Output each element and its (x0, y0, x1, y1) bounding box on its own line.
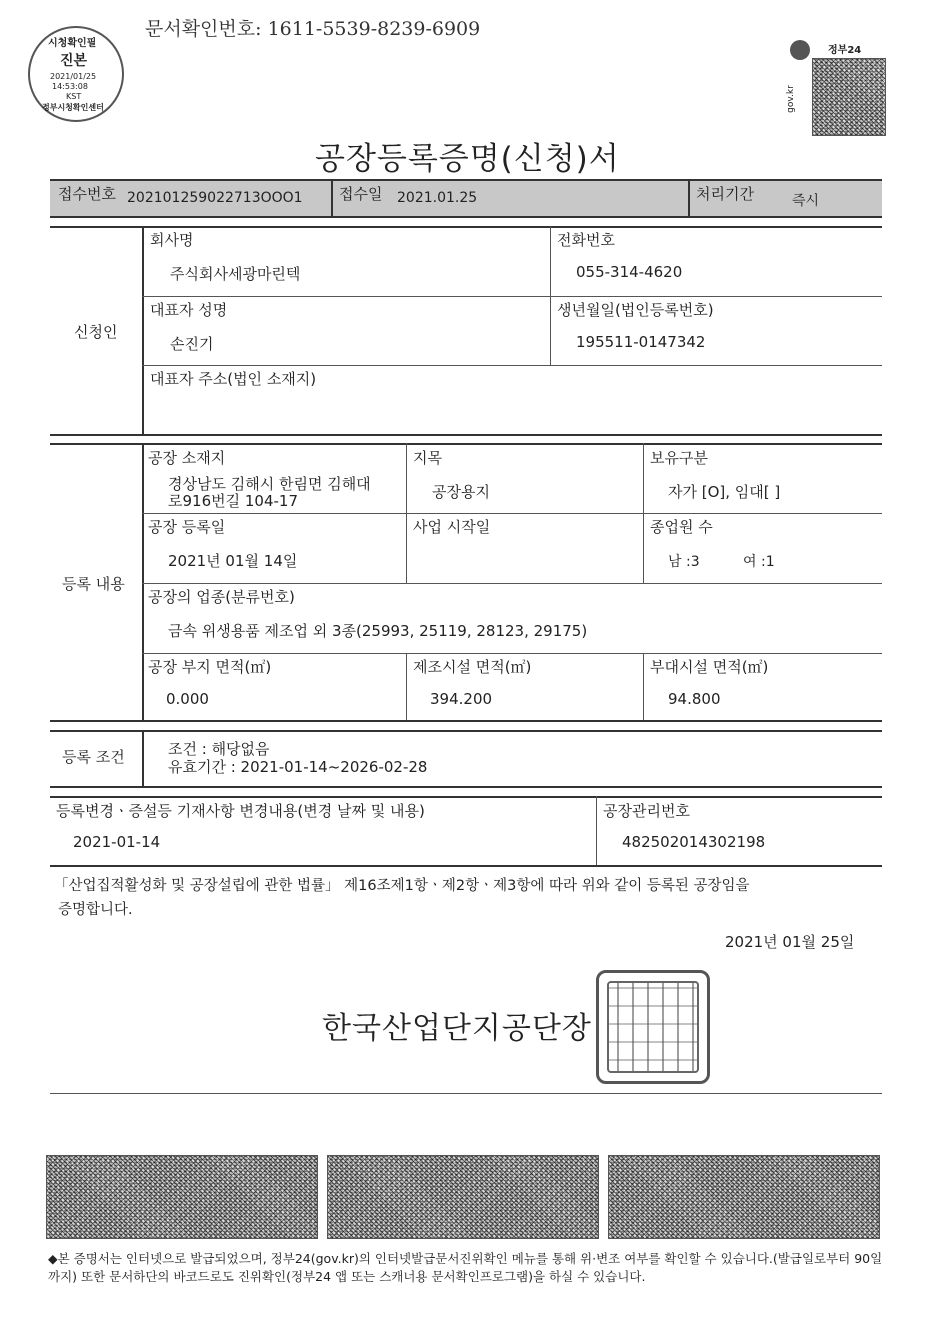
employee-male: 남 :3 (668, 554, 700, 570)
kogl-icon (790, 40, 810, 60)
verification-qr-code[interactable] (812, 58, 886, 136)
registration-section-label: 등록 내용 (62, 575, 125, 593)
processing-period-value: 즉시 (792, 193, 820, 209)
issue-date: 2021년 01월 25일 (725, 933, 855, 951)
factory-management-number-label: 공장관리번호 (603, 802, 690, 820)
company-name-value: 주식회사세광마린텍 (170, 265, 301, 283)
document-barcode-3[interactable] (608, 1155, 880, 1239)
ownership-label: 보유구분 (650, 449, 708, 467)
changes-value: 2021-01-14 (73, 833, 161, 851)
auxiliary-area-label: 부대시설 면적(㎡) (650, 658, 769, 676)
certification-line1: 「산업집적활성화 및 공장설립에 관한 법률」 제16조제1항ㆍ제2항ㆍ제3항에 따라 위와 같이 등록된 공장임을 (54, 878, 750, 894)
factory-location-line2: 로916번길 104-17 (168, 492, 298, 510)
receipt-number-value: 202101259022713OOO1 (127, 190, 303, 206)
certification-line2: 증명합니다. (58, 902, 133, 918)
phone-value: 055-314-4620 (576, 263, 683, 281)
conditions-line2: 유효기간 : 2021-01-14~2026-02-28 (168, 758, 428, 776)
changes-label: 등록변경ㆍ증설등 기재사항 변경내용(변경 날짜 및 내용) (56, 802, 425, 820)
industry-label: 공장의 업종(분류번호) (148, 588, 295, 606)
issuer-name: 한국산업단지공단장 (322, 1011, 592, 1046)
stamp-date: 2021/01/25 (50, 72, 97, 81)
birth-date-value: 195511-0147342 (576, 333, 706, 351)
document-barcode-1[interactable] (46, 1155, 318, 1239)
document-barcode-2[interactable] (327, 1155, 599, 1239)
land-category-value: 공장용지 (432, 483, 490, 501)
registration-date-value: 2021년 01월 14일 (168, 552, 298, 570)
official-seal (596, 970, 710, 1084)
ownership-value: 자가 [O], 임대[ ] (668, 483, 781, 501)
gov-kr-side-label: gov.kr (785, 85, 796, 113)
conditions-line1: 조건 : 해당없음 (168, 740, 270, 758)
birth-date-label: 생년월일(법인등록번호) (557, 301, 714, 319)
industry-value: 금속 위생용품 제조업 외 3종(25993, 25119, 28123, 29175) (168, 622, 588, 640)
receipt-date-value: 2021.01.25 (397, 190, 478, 206)
applicant-section-label: 신청인 (74, 323, 118, 341)
processing-period-label: 처리기간 (696, 185, 754, 203)
site-area-value: 0.000 (166, 690, 209, 708)
receipt-date-label: 접수일 (339, 185, 383, 203)
factory-management-number-value: 482502014302198 (622, 833, 766, 851)
seal-inner-frame (607, 981, 699, 1073)
business-start-label: 사업 시작일 (413, 518, 491, 536)
stamp-time: 14:53:08 (52, 82, 88, 91)
stamp-timezone: KST (66, 92, 82, 101)
land-category-label: 지목 (413, 449, 442, 467)
representative-address-label: 대표자 주소(법인 소재지) (150, 370, 317, 388)
representative-value: 손진기 (170, 335, 214, 353)
site-area-label: 공장 부지 면적(㎡) (148, 658, 272, 676)
employee-female: 여 :1 (743, 554, 775, 570)
auxiliary-area-value: 94.800 (668, 690, 721, 708)
phone-label: 전화번호 (557, 231, 615, 249)
factory-location-line1: 경상남도 김해시 한림면 김해대 (168, 475, 371, 493)
document-number: 문서확인번호: 1611-5539-8239-6909 (145, 18, 481, 40)
conditions-section-label: 등록 조건 (62, 748, 125, 766)
receipt-number-label: 접수번호 (58, 185, 116, 203)
authenticity-stamp (28, 26, 124, 122)
stamp-top-text: 시청확인필 (48, 38, 97, 49)
representative-label: 대표자 성명 (150, 301, 228, 319)
document-title: 공장등록증명(신청)서 (315, 141, 620, 177)
stamp-bottom-text: 정부시청확인센터 (42, 103, 104, 112)
stamp-original-text: 진본 (60, 53, 88, 69)
manufacturing-area-label: 제조시설 면적(㎡) (413, 658, 532, 676)
company-name-label: 회사명 (150, 231, 194, 249)
manufacturing-area-value: 394.200 (430, 690, 493, 708)
employee-count-label: 종업원 수 (650, 518, 713, 536)
footer-notice: ◆본 증명서는 인터넷으로 발급되었으며, 정부24(gov.kr)의 인터넷발급문서진위확인 메뉴를 통해 위·변조 여부를 확인할 수 있습니다.(발급일로부터 90일까지) 또한 문서하단의 바코드로도 진위확인(정부24 앱 또는 스캐너용 문서확인프로그램)을 하실 수 있습니다. (48, 1251, 883, 1284)
registration-date-label: 공장 등록일 (148, 518, 226, 536)
factory-location-label: 공장 소재지 (148, 449, 226, 467)
gov24-label: 정부24 (828, 45, 862, 56)
